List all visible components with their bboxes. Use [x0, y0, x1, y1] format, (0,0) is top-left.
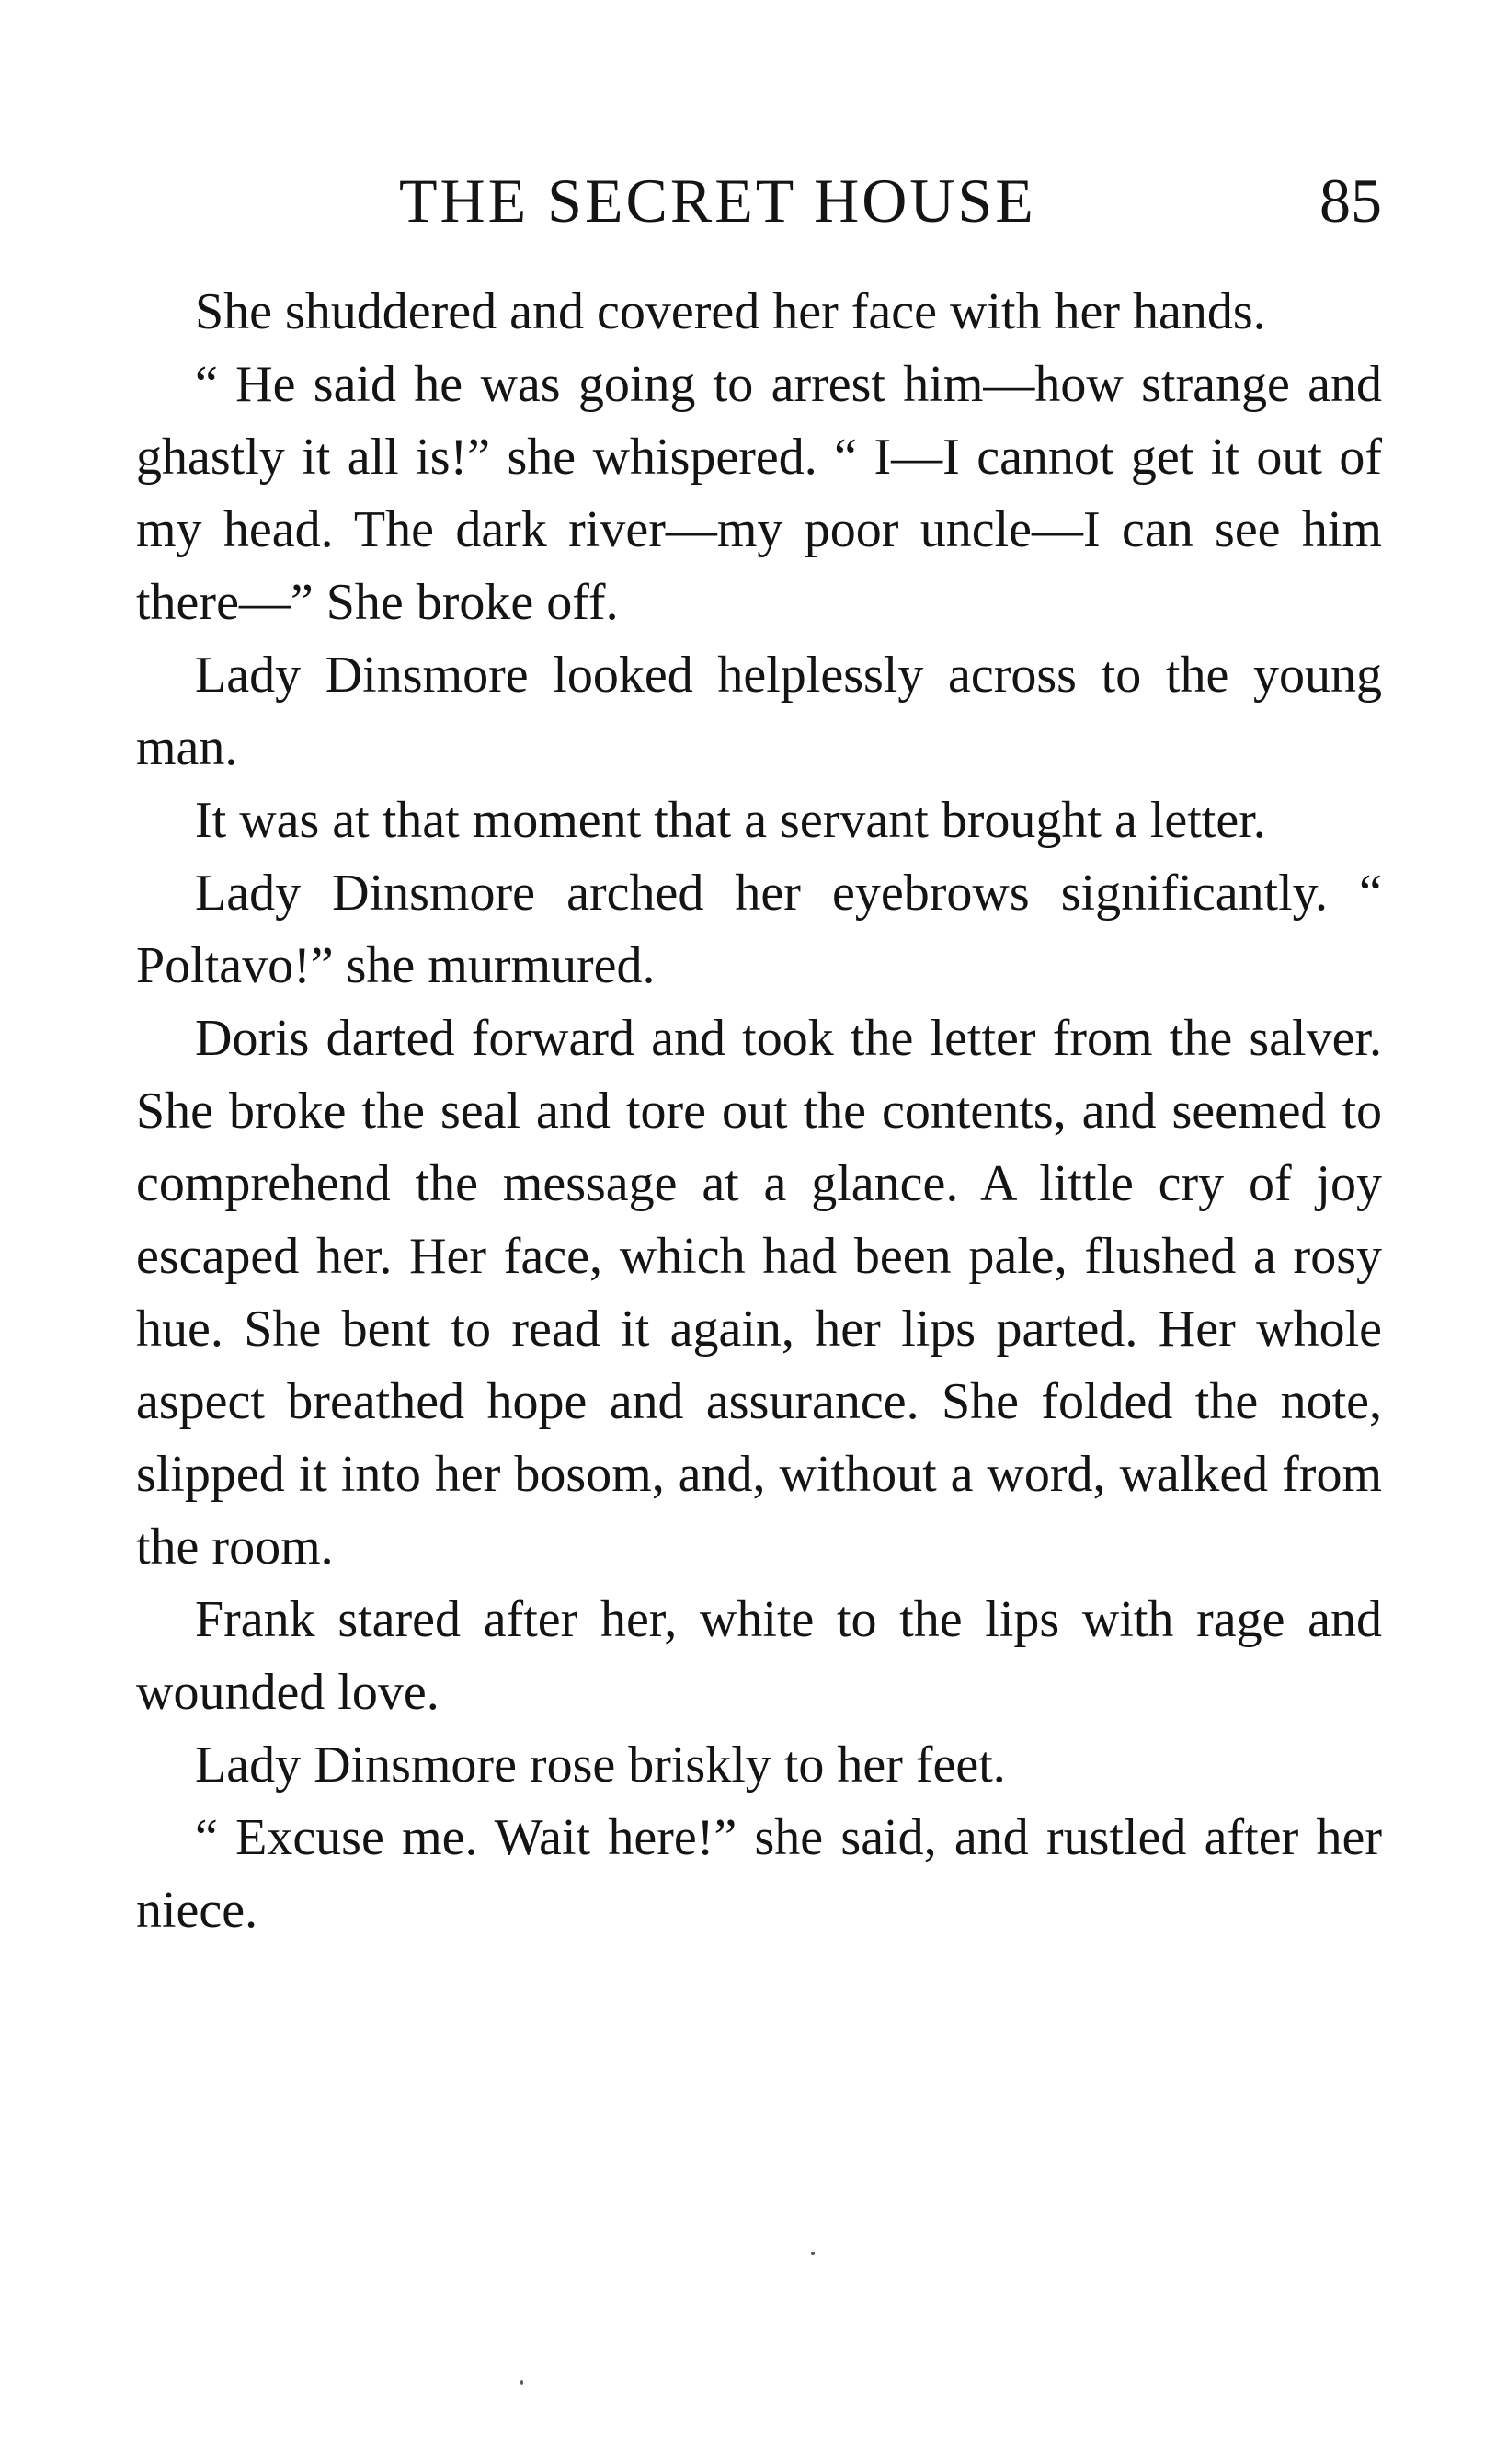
paragraph: Frank stared after her, white to the lips with rage and wounded love.	[136, 1591, 1382, 1721]
print-speck	[520, 2380, 523, 2385]
body-text	[136, 276, 1382, 1947]
page-number: 85	[1319, 166, 1382, 235]
running-title: THE SECRET HOUSE	[399, 166, 1036, 235]
paragraph: Lady Dinsmore looked helplessly across to the young man.	[136, 647, 1382, 776]
paragraph: Doris darted forward and took the letter from the salver. She broke the seal and tore out the contents, and seemed to comprehend the message at a glance. A little cry of joy escaped her. Her face, which had been pale, flushed a rosy hue. She bent to read it again, her lips parted. Her whole aspect breathed hope and assurance. She folded the note, slipped it into her bosom, and, without a word, walked from the room.	[136, 1010, 1382, 1576]
paragraph: She shuddered and covered her face with her hands.	[195, 283, 1266, 340]
paragraph: “ He said he was going to arrest him—how strange and ghastly it all is!” she whispered. “ I—I cannot get it out of my head. The dark river—my poor uncle—I can see him there—” She broke off.	[136, 356, 1382, 631]
paragraph: Lady Dinsmore arched her eyebrows significantly. “ Poltavo!” she murmured.	[136, 865, 1382, 994]
paragraph: Lady Dinsmore rose briskly to her feet.	[195, 1736, 1006, 1794]
running-head	[136, 155, 1382, 246]
print-speck	[811, 2252, 815, 2255]
paragraph: “ Excuse me. Wait here!” she said, and rustled after her niece.	[136, 1809, 1382, 1939]
paragraph: It was at that moment that a servant brought a letter.	[195, 792, 1266, 849]
